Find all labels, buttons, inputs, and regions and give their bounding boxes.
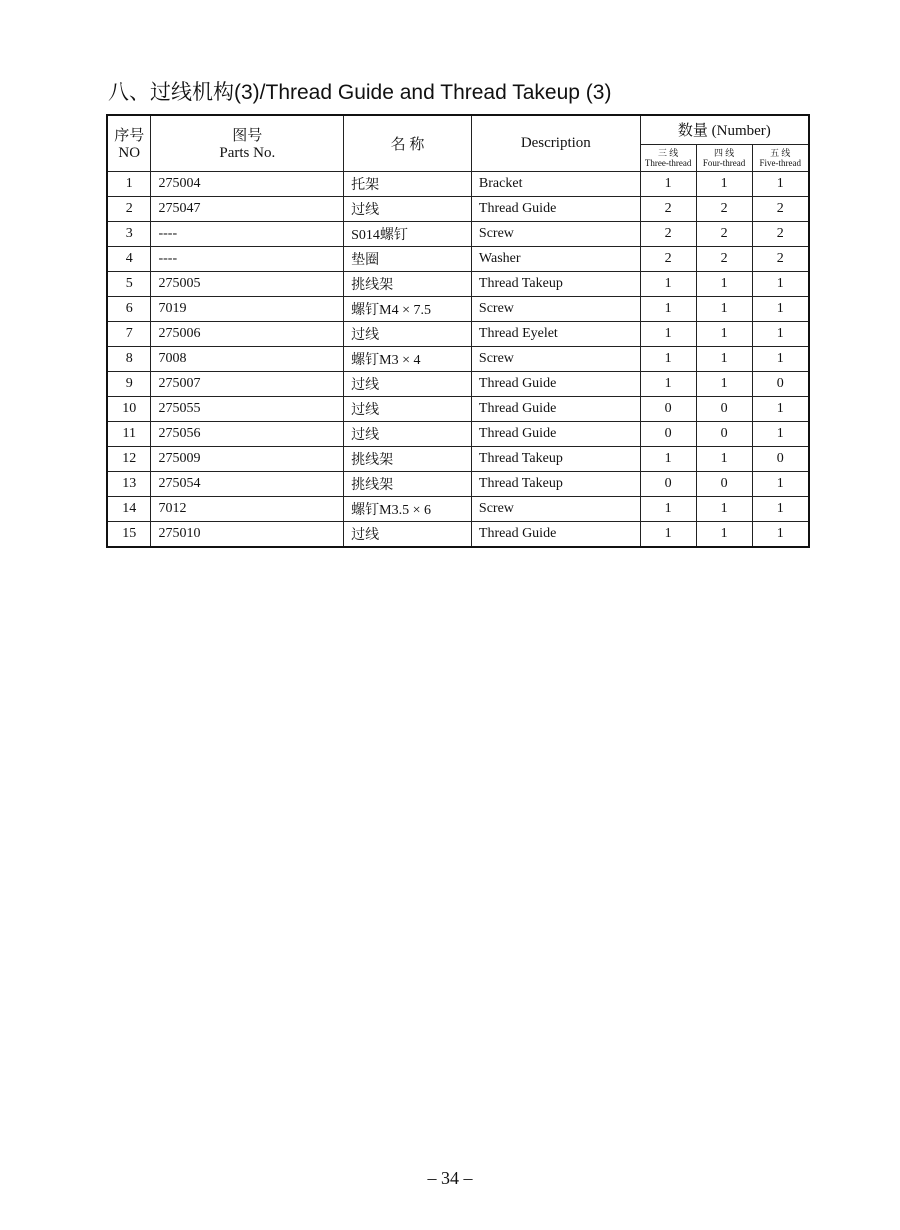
cell-description: Washer (471, 246, 640, 271)
cell-parts-no: 275007 (151, 371, 344, 396)
cell-four-thread: 1 (696, 496, 752, 521)
cell-description: Thread Takeup (471, 446, 640, 471)
cell-description: Bracket (471, 171, 640, 196)
cell-four-thread: 1 (696, 321, 752, 346)
cell-five-thread: 1 (752, 496, 809, 521)
cell-three-thread: 1 (640, 446, 696, 471)
cell-parts-no: 275009 (151, 446, 344, 471)
cell-four-thread: 1 (696, 371, 752, 396)
cell-parts-no: 275010 (151, 521, 344, 547)
header-name: 名 称 (344, 115, 472, 171)
cell-name: 过线 (344, 196, 472, 221)
cell-four-thread: 2 (696, 246, 752, 271)
table-row (107, 346, 809, 371)
header-three-en: Three-thread (644, 157, 692, 168)
cell-no: 9 (107, 371, 151, 396)
table-row (107, 521, 809, 547)
cell-name: 垫圈 (344, 246, 472, 271)
cell-parts-no: 275054 (151, 471, 344, 496)
cell-name: 过线 (344, 521, 472, 547)
cell-name: 过线 (344, 421, 472, 446)
cell-name: 挑线架 (344, 271, 472, 296)
cell-description: Thread Guide (471, 396, 640, 421)
cell-five-thread: 1 (752, 171, 809, 196)
cell-five-thread: 1 (752, 396, 809, 421)
cell-description: Screw (471, 296, 640, 321)
cell-parts-no: 7012 (151, 496, 344, 521)
cell-three-thread: 1 (640, 296, 696, 321)
cell-name: 过线 (344, 396, 472, 421)
header-no-en: NO (118, 145, 141, 162)
cell-four-thread: 0 (696, 396, 752, 421)
cell-three-thread: 1 (640, 496, 696, 521)
cell-parts-no: ---- (151, 246, 344, 271)
cell-five-thread: 1 (752, 296, 809, 321)
cell-description: Thread Guide (471, 421, 640, 446)
table-row (107, 471, 809, 496)
cell-four-thread: 1 (696, 521, 752, 547)
header-no (107, 115, 151, 171)
table-row (107, 296, 809, 321)
table-row (107, 221, 809, 246)
cell-three-thread: 1 (640, 371, 696, 396)
cell-five-thread: 1 (752, 521, 809, 547)
cell-four-thread: 2 (696, 221, 752, 246)
cell-five-thread: 0 (752, 371, 809, 396)
cell-four-thread: 0 (696, 421, 752, 446)
cell-parts-no: 7019 (151, 296, 344, 321)
cell-no: 11 (107, 421, 151, 446)
header-four-cn: 四 线 (713, 147, 735, 158)
header-five-thread (752, 144, 809, 171)
page-number: – 34 – (427, 1168, 473, 1188)
header-five-en: Five-thread (759, 157, 802, 168)
header-five-cn: 五 线 (770, 147, 791, 158)
cell-four-thread: 1 (696, 446, 752, 471)
cell-three-thread: 0 (640, 471, 696, 496)
cell-three-thread: 2 (640, 221, 696, 246)
table-row (107, 171, 809, 196)
cell-no: 12 (107, 446, 151, 471)
cell-five-thread: 1 (752, 321, 809, 346)
table-row (107, 496, 809, 521)
section-title: 八、过线机构(3)/Thread Guide and Thread Takeup (3) (108, 81, 612, 104)
cell-description: Thread Takeup (471, 271, 640, 296)
parts-table (106, 114, 810, 548)
cell-no: 7 (107, 321, 151, 346)
cell-three-thread: 1 (640, 521, 696, 547)
header-four-en: Four-thread (702, 157, 746, 168)
cell-three-thread: 1 (640, 271, 696, 296)
table-row (107, 321, 809, 346)
cell-parts-no: 275004 (151, 171, 344, 196)
cell-name: S014螺钉 (344, 221, 472, 246)
header-number: 数量 (Number) (640, 115, 809, 144)
cell-no: 15 (107, 521, 151, 547)
table-row (107, 446, 809, 471)
cell-four-thread: 1 (696, 296, 752, 321)
header-parts-en: Parts No. (219, 145, 276, 162)
cell-description: Screw (471, 346, 640, 371)
cell-parts-no: 275047 (151, 196, 344, 221)
cell-name: 螺钉M3 × 4 (344, 346, 472, 371)
cell-description: Thread Eyelet (471, 321, 640, 346)
cell-description: Thread Guide (471, 371, 640, 396)
cell-four-thread: 1 (696, 271, 752, 296)
cell-no: 2 (107, 196, 151, 221)
cell-no: 10 (107, 396, 151, 421)
cell-parts-no: 275006 (151, 321, 344, 346)
cell-description: Screw (471, 496, 640, 521)
cell-description: Thread Guide (471, 196, 640, 221)
cell-no: 8 (107, 346, 151, 371)
cell-name: 过线 (344, 321, 472, 346)
table-row (107, 271, 809, 296)
cell-no: 4 (107, 246, 151, 271)
cell-name: 挑线架 (344, 446, 472, 471)
cell-four-thread: 1 (696, 346, 752, 371)
cell-name: 过线 (344, 371, 472, 396)
cell-no: 14 (107, 496, 151, 521)
cell-five-thread: 1 (752, 421, 809, 446)
header-description: Description (471, 115, 640, 171)
cell-four-thread: 1 (696, 171, 752, 196)
cell-description: Screw (471, 221, 640, 246)
cell-no: 5 (107, 271, 151, 296)
table-row (107, 246, 809, 271)
table-row (107, 396, 809, 421)
header-parts-cn: 图号 (232, 128, 263, 145)
cell-four-thread: 0 (696, 471, 752, 496)
cell-parts-no: ---- (151, 221, 344, 246)
cell-no: 6 (107, 296, 151, 321)
cell-three-thread: 1 (640, 346, 696, 371)
cell-description: Thread Guide (471, 521, 640, 547)
cell-description: Thread Takeup (471, 471, 640, 496)
cell-parts-no: 275055 (151, 396, 344, 421)
cell-name: 螺钉M3.5 × 6 (344, 496, 472, 521)
cell-five-thread: 2 (752, 246, 809, 271)
table-row (107, 196, 809, 221)
cell-name: 托架 (344, 171, 472, 196)
header-no-cn: 序号 (114, 128, 145, 145)
header-parts-no (151, 115, 344, 171)
cell-five-thread: 2 (752, 196, 809, 221)
cell-no: 13 (107, 471, 151, 496)
cell-three-thread: 0 (640, 421, 696, 446)
cell-three-thread: 1 (640, 321, 696, 346)
cell-three-thread: 1 (640, 171, 696, 196)
cell-five-thread: 1 (752, 346, 809, 371)
table-row (107, 421, 809, 446)
cell-five-thread: 0 (752, 446, 809, 471)
cell-three-thread: 0 (640, 396, 696, 421)
cell-five-thread: 2 (752, 221, 809, 246)
header-three-cn: 三 线 (658, 147, 679, 158)
table-row (107, 371, 809, 396)
cell-parts-no: 275005 (151, 271, 344, 296)
cell-no: 1 (107, 171, 151, 196)
cell-name: 挑线架 (344, 471, 472, 496)
cell-name: 螺钉M4 × 7.5 (344, 296, 472, 321)
cell-four-thread: 2 (696, 196, 752, 221)
cell-five-thread: 1 (752, 471, 809, 496)
cell-parts-no: 275056 (151, 421, 344, 446)
cell-parts-no: 7008 (151, 346, 344, 371)
cell-three-thread: 2 (640, 246, 696, 271)
cell-three-thread: 2 (640, 196, 696, 221)
header-three-thread (640, 144, 696, 171)
cell-no: 3 (107, 221, 151, 246)
cell-five-thread: 1 (752, 271, 809, 296)
header-four-thread (696, 144, 752, 171)
